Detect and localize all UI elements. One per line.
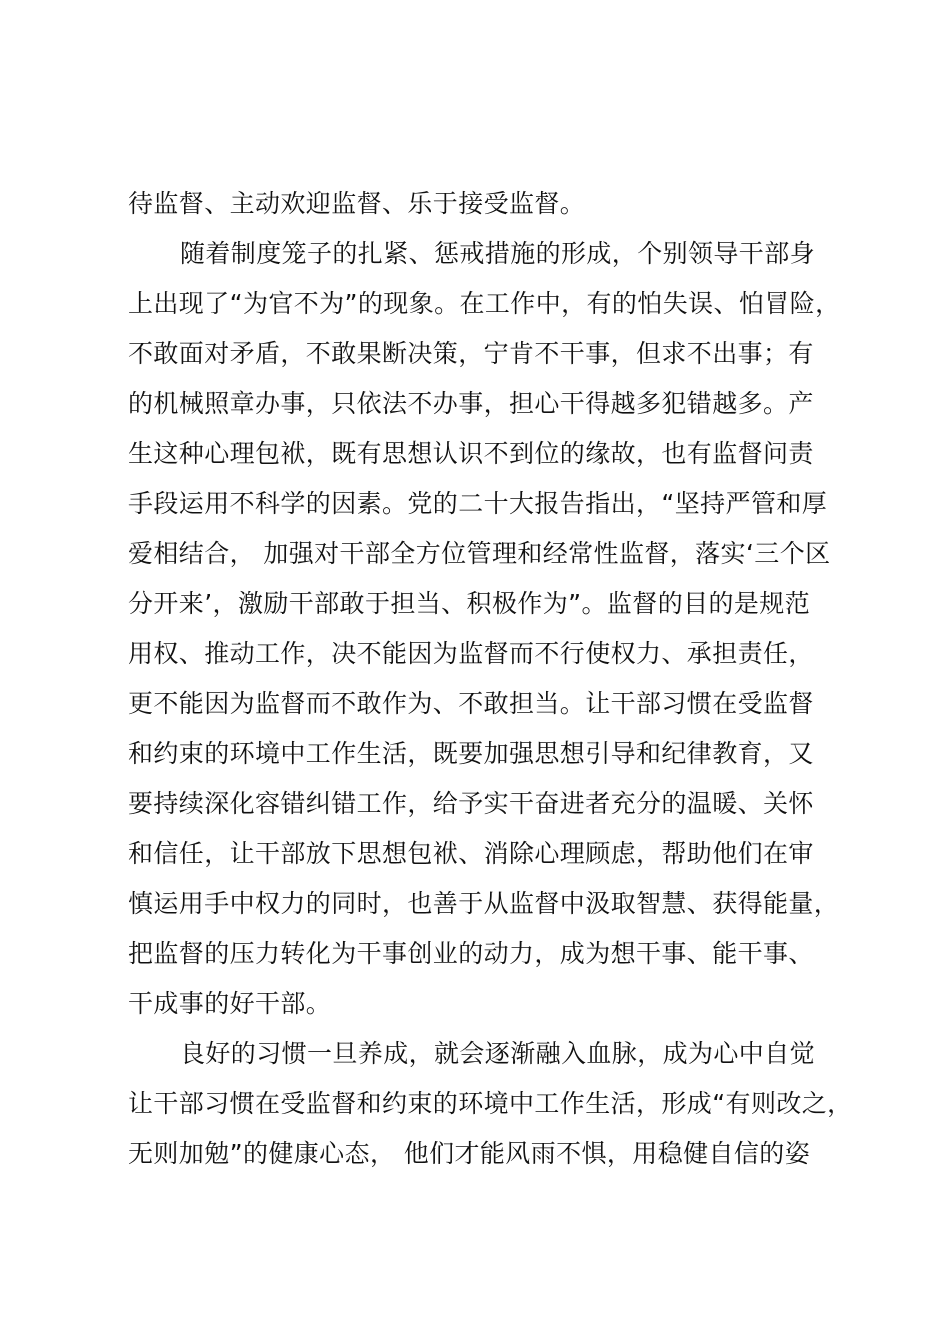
- text-line: 让干部习惯在受监督和约束的环境中工作生活，形成“有则改之，: [128, 1089, 853, 1118]
- text-line: 把监督的压力转化为干事创业的动力，成为想干事、能干事、: [128, 939, 814, 968]
- text-line: 上出现了“为官不为”的现象。在工作中，有的怕失误、怕冒险，: [128, 289, 841, 318]
- text-line: 和信任，让干部放下思想包袱、消除心理顾虑，帮助他们在审: [128, 839, 814, 868]
- text-line: 不敢面对矛盾，不敢果断决策，宁肯不干事，但求不出事；有: [128, 339, 814, 368]
- paragraph-3: [128, 1029, 858, 1179]
- text-line: 用权、推动工作，决不能因为监督而不行使权力、承担责任，: [128, 639, 814, 668]
- text-line: 的机械照章办事，只依法不办事，担心干得越多犯错越多。产: [128, 389, 814, 418]
- text-line: 慎运用手中权力的同时，也善于从监督中汲取智慧、获得能量，: [128, 889, 840, 918]
- text-line: 干成事的好干部。: [128, 989, 332, 1018]
- text-line: 分开来’，激励干部敢于担当、积极作为”。监督的目的是规范: [128, 589, 811, 618]
- text-line: 更不能因为监督而不敢作为、不敢担当。让干部习惯在受监督: [128, 689, 814, 718]
- text-line: 手段运用不科学的因素。党的二十大报告指出，“坚持严管和厚: [128, 489, 828, 518]
- text-line: 要持续深化容错纠错工作，给予实干奋进者充分的温暖、关怀: [128, 789, 814, 818]
- text-line: 良好的习惯一旦养成，就会逐渐融入血脉，成为心中自觉: [180, 1039, 816, 1068]
- paragraph-2: [128, 229, 858, 1029]
- text-line: 无则加勉”的健康心态， 他们才能风雨不惧，用稳健自信的姿: [128, 1139, 811, 1168]
- text-line: 待监督、主动欢迎监督、乐于接受监督。: [128, 189, 586, 218]
- text-line: 生这种心理包袱，既有思想认识不到位的缘故，也有监督问责: [128, 439, 814, 468]
- paragraph-1: [128, 179, 858, 229]
- text-line: 爱相结合， 加强对干部全方位管理和经常性监督，落实‘三个区: [128, 539, 831, 568]
- text-line: 和约束的环境中工作生活，既要加强思想引导和纪律教育，又: [128, 739, 814, 768]
- text-line: 随着制度笼子的扎紧、惩戒措施的形成，个别领导干部身: [180, 239, 816, 268]
- body-text: [128, 179, 858, 1179]
